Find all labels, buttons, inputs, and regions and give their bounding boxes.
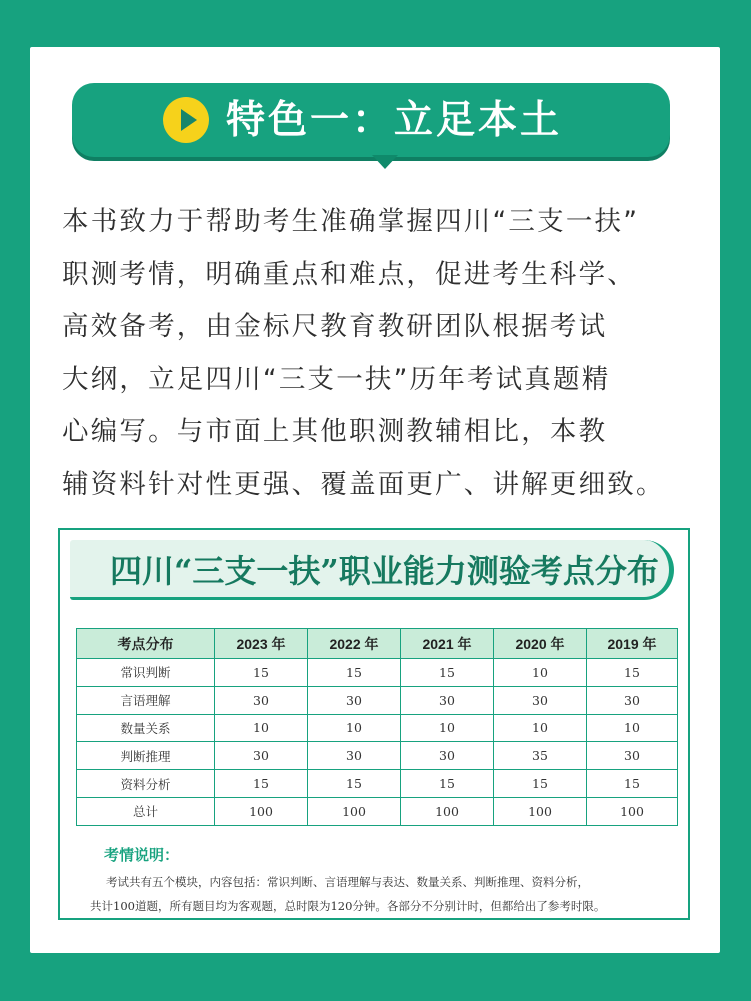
table-row: [77, 659, 678, 687]
banner-pointer: [372, 155, 398, 169]
table-total-row: [77, 797, 678, 825]
table-cell: 10: [587, 714, 678, 742]
intro-line: 高效备考，由金标尺教育教研团队根据考试: [62, 311, 608, 343]
intro-line: 职测考情，明确重点和难点，促进考生科学、: [62, 258, 636, 290]
table-row: [77, 770, 678, 798]
table-cell: 30: [215, 742, 308, 770]
table-cell: 言语理解: [77, 686, 215, 714]
table-cell: 30: [308, 686, 401, 714]
table-cell: 30: [494, 686, 587, 714]
banner-title: 特色一：立足本土: [226, 98, 563, 143]
table-cell: 100: [587, 797, 678, 825]
table-cell: 15: [308, 770, 401, 798]
column-header: 2019 年: [587, 629, 678, 659]
intro-line: 辅资料针对性更强、覆盖面更广、讲解更细致。: [62, 468, 665, 500]
column-header: 2022 年: [308, 629, 401, 659]
table-cell: 10: [494, 659, 587, 687]
column-header: 2023 年: [215, 629, 308, 659]
table-cell: 30: [401, 742, 494, 770]
table-cell: 10: [215, 714, 308, 742]
table-cell: 15: [587, 659, 678, 687]
table-cell: 10: [401, 714, 494, 742]
table-cell: 35: [494, 742, 587, 770]
panel-title: 四川“三支一扶”职业能力测验考点分布: [110, 552, 659, 590]
table-cell: 30: [215, 686, 308, 714]
column-header: 2021 年: [401, 629, 494, 659]
column-header: 2020 年: [494, 629, 587, 659]
table-cell: 15: [215, 770, 308, 798]
table-cell: 15: [494, 770, 587, 798]
table-cell: 15: [401, 659, 494, 687]
table-cell: 30: [587, 686, 678, 714]
table-cell: 30: [308, 742, 401, 770]
notes-line: 共计100道题，所有题目均为客观题，总时限为120分钟。各部分不分别计时，但都给出了参考时限。: [90, 899, 606, 913]
notes-title: 考情说明：: [104, 846, 180, 864]
table-cell: 100: [401, 797, 494, 825]
table-cell: 30: [587, 742, 678, 770]
table-cell: 10: [494, 714, 587, 742]
table-header-row: [77, 629, 678, 659]
table-cell: 100: [494, 797, 587, 825]
intro-line: 大纲，立足四川“三支一扶”历年考试真题精: [62, 363, 611, 395]
table-cell: 15: [587, 770, 678, 798]
table-cell: 总计: [77, 797, 215, 825]
table-cell: 100: [308, 797, 401, 825]
table-row: [77, 714, 678, 742]
table-cell: 15: [401, 770, 494, 798]
table-row: [77, 742, 678, 770]
intro-paragraph: [62, 196, 692, 512]
notes-text: [90, 870, 688, 918]
table-cell: 30: [401, 686, 494, 714]
table-cell: 100: [215, 797, 308, 825]
column-header: 考点分布: [77, 629, 215, 659]
table-cell: 判断推理: [77, 742, 215, 770]
play-icon: [163, 97, 209, 143]
table-row: [77, 686, 678, 714]
table-cell: 10: [308, 714, 401, 742]
notes-line: 考试共有五个模块，内容包括：常识判断、言语理解与表达、数量关系、判断推理、资料分析，: [106, 875, 589, 889]
table-cell: 15: [215, 659, 308, 687]
exam-points-table: [76, 628, 678, 826]
table-cell: 数量关系: [77, 714, 215, 742]
table-cell: 常识判断: [77, 659, 215, 687]
table-cell: 15: [308, 659, 401, 687]
intro-line: 本书致力于帮助考生准确掌握四川“三支一扶”: [62, 206, 640, 237]
intro-line: 心编写。与市面上其他职测教辅相比，本教: [62, 416, 608, 448]
table-cell: 资料分析: [77, 770, 215, 798]
